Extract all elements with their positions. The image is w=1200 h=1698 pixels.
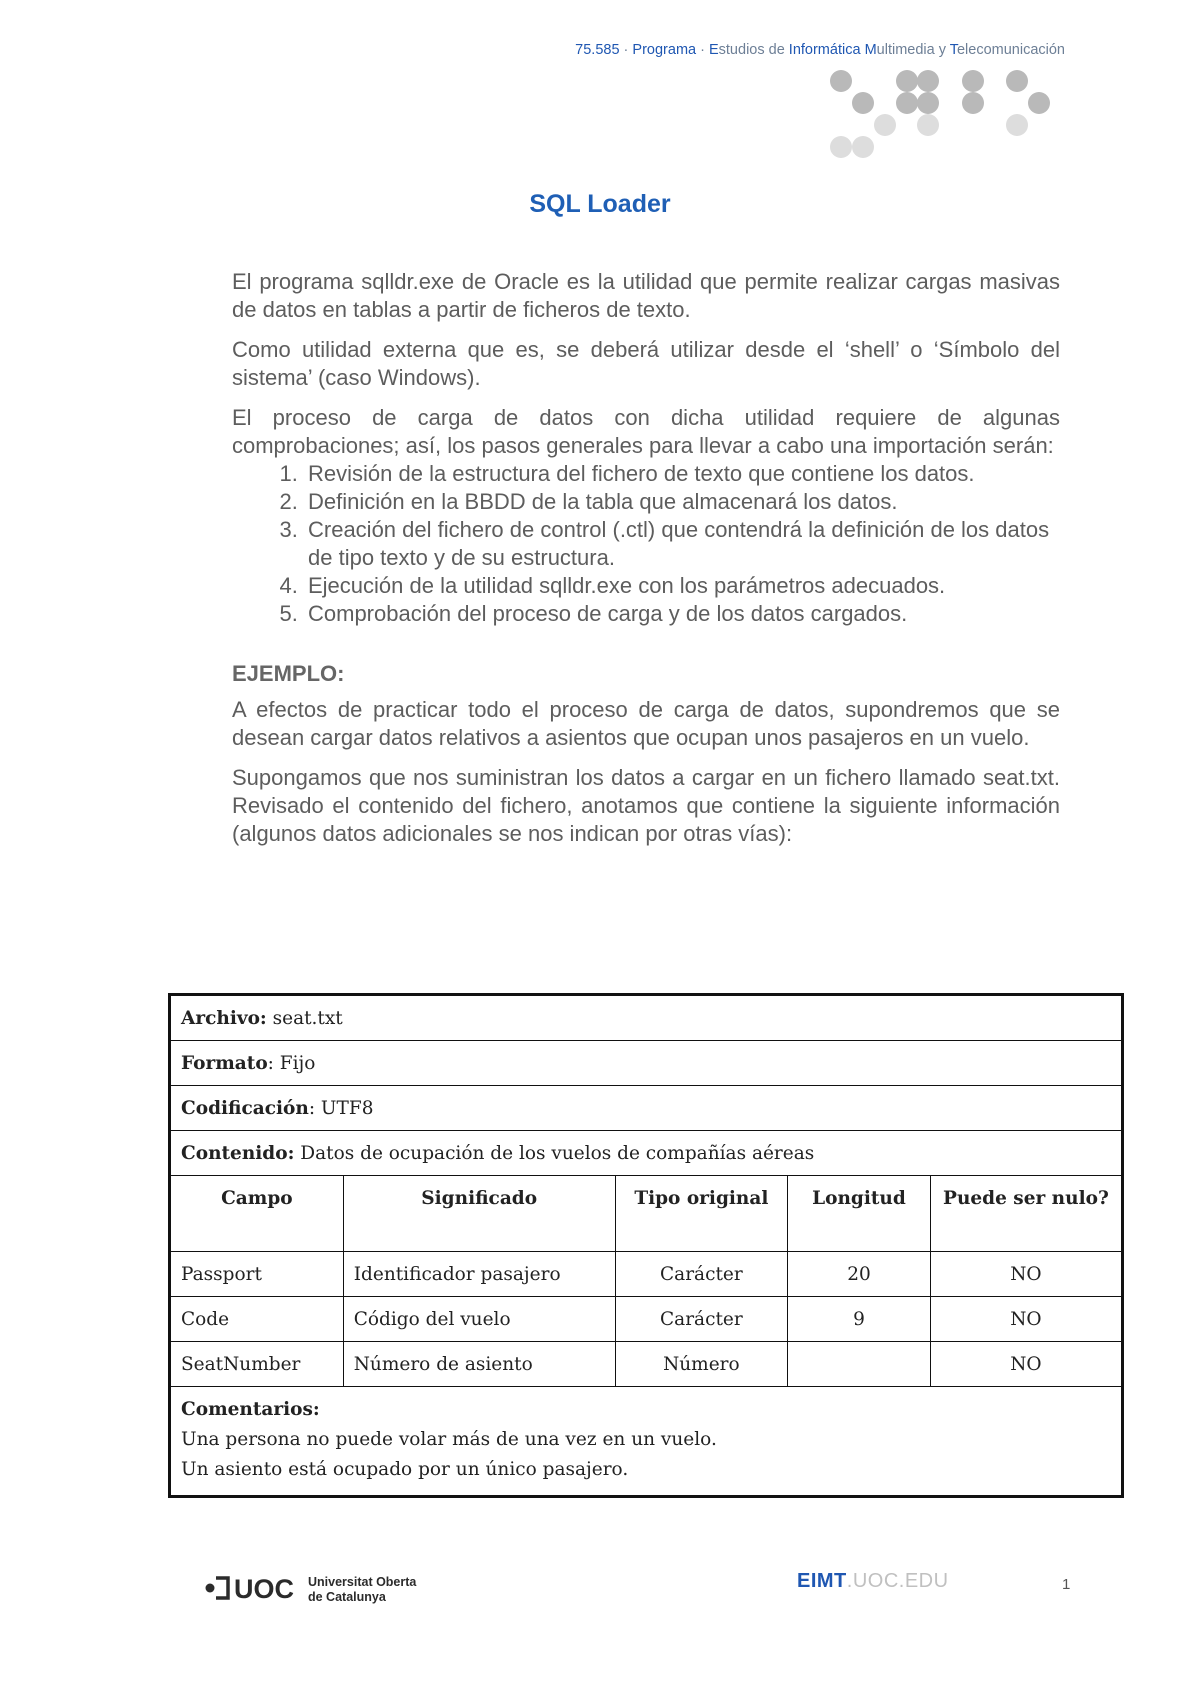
cell-longitud: 9 xyxy=(788,1297,931,1342)
decorative-dot xyxy=(917,92,939,114)
table-row xyxy=(170,1086,1123,1131)
decorative-dot xyxy=(852,136,874,158)
table-row xyxy=(170,1342,1123,1387)
steps-list xyxy=(232,460,1060,628)
step-item: 3. Creación del fichero de control (.ctl) que contendrá la definición de los datos de tipo texto y de su estructura. xyxy=(304,516,1060,572)
document-body xyxy=(232,268,1060,848)
table-header-row xyxy=(170,1176,1123,1252)
comentarios-label: Comentarios: xyxy=(181,1399,320,1420)
header-separator: · xyxy=(696,42,709,58)
footer-site-strong: EIMT xyxy=(797,1570,847,1592)
header-studies-rest: studios de xyxy=(718,42,789,58)
decorative-dot xyxy=(962,70,984,92)
page-number: 1 xyxy=(1062,1576,1071,1593)
column-header: Significado xyxy=(343,1176,615,1252)
cell-nulo: NO xyxy=(930,1342,1122,1387)
cell-significado: Número de asiento xyxy=(343,1342,615,1387)
cell-nulo: NO xyxy=(930,1297,1122,1342)
example-heading: EJEMPLO: xyxy=(232,661,345,686)
contenido-label: Contenido: xyxy=(181,1142,295,1164)
cell-tipo: Carácter xyxy=(615,1252,787,1297)
footer-site-rest: .UOC.EDU xyxy=(846,1570,949,1592)
decorative-dot xyxy=(830,136,852,158)
header-studies-initial: E xyxy=(708,42,719,58)
cell-significado: Identificador pasajero xyxy=(343,1252,615,1297)
cell-tipo: Número xyxy=(615,1342,787,1387)
header-multimedia-rest: ultimedia y xyxy=(876,42,950,58)
column-header: Longitud xyxy=(788,1176,931,1252)
decorative-dot xyxy=(1028,92,1050,114)
cell-campo: Code xyxy=(170,1297,344,1342)
file-spec-table xyxy=(168,993,1124,1498)
table-row xyxy=(170,1041,1123,1086)
cell-campo: SeatNumber xyxy=(170,1342,344,1387)
table-row xyxy=(170,1297,1123,1342)
decorative-dot xyxy=(874,114,896,136)
decorative-dot xyxy=(896,70,918,92)
header-separator: · xyxy=(619,42,633,58)
decorative-dot xyxy=(896,92,918,114)
comentario-line: Un asiento está ocupado por un único pasajero. xyxy=(181,1459,629,1480)
cell-significado: Código del vuelo xyxy=(343,1297,615,1342)
intro-paragraph: El programa sqlldr.exe de Oracle es la utilidad que permite realizar cargas masivas de datos en tablas a partir de ficheros de texto. xyxy=(232,269,1060,322)
archivo-value: seat.txt xyxy=(266,1007,343,1029)
table-row xyxy=(170,1387,1123,1497)
decorative-dot xyxy=(830,70,852,92)
uoc-logo-dot xyxy=(206,1584,215,1593)
decorative-dot xyxy=(1006,70,1028,92)
cell-longitud: 20 xyxy=(788,1252,931,1297)
example-paragraph: A efectos de practicar todo el proceso de carga de datos, supondremos que se desean cargar datos relativos a asientos que ocupan unos pasajeros en un vuelo. xyxy=(232,697,1060,750)
comentarios-cell xyxy=(170,1387,1123,1497)
step-item: 2. Definición en la BBDD de la tabla que almacenará los datos. xyxy=(304,488,1060,516)
column-header: Campo xyxy=(170,1176,344,1252)
formato-cell xyxy=(170,1041,1123,1086)
uoc-logo-bracket xyxy=(216,1578,228,1598)
uoc-logo xyxy=(202,1568,442,1608)
example-paragraph: Supongamos que nos suministran los datos a cargar en un fichero llamado seat.txt. Revisado el contenido del fichero, anotamos que contiene la siguiente información (algunos datos adicionales se nos indican por otras vías): xyxy=(232,765,1060,846)
step-item: 4. Ejecución de la utilidad sqlldr.exe con los parámetros adecuados. xyxy=(304,572,1060,600)
table-row xyxy=(170,1252,1123,1297)
archivo-label: Archivo: xyxy=(181,1007,267,1029)
contenido-value: Datos de ocupación de los vuelos de compañías aéreas xyxy=(294,1142,815,1164)
footer-site xyxy=(797,1570,949,1593)
intro-paragraph: El proceso de carga de datos con dicha utilidad requiere de algunas comprobaciones; así, los pasos generales para llevar a cabo una importación serán: xyxy=(232,405,1060,458)
decorative-dot xyxy=(1006,114,1028,136)
header-telecom-rest: elecomunicación xyxy=(956,42,1065,58)
codificacion-label: Codificación xyxy=(181,1097,309,1119)
column-header: Puede ser nulo? xyxy=(930,1176,1122,1252)
header-telecom-initial: T xyxy=(949,42,957,58)
decorative-dot xyxy=(917,114,939,136)
step-item: 1. Revisión de la estructura del fichero de texto que contiene los datos. xyxy=(304,460,1060,488)
step-item: 5. Comprobación del proceso de carga y de los datos cargados. xyxy=(304,600,1060,628)
page-title: SQL Loader xyxy=(529,190,671,218)
header-line xyxy=(575,42,1065,58)
codificacion-value: : UTF8 xyxy=(308,1097,374,1119)
decorative-dot xyxy=(917,70,939,92)
table-row xyxy=(170,995,1123,1041)
decorative-dot xyxy=(852,92,874,114)
header-program: Programa xyxy=(632,42,697,58)
decorative-dots-graphic xyxy=(830,70,1070,170)
cell-tipo: Carácter xyxy=(615,1297,787,1342)
cell-campo: Passport xyxy=(170,1252,344,1297)
cell-nulo: NO xyxy=(930,1252,1122,1297)
header-code: 75.585 xyxy=(575,42,620,58)
table-row xyxy=(170,1131,1123,1176)
archivo-cell xyxy=(170,995,1123,1041)
comentario-line: Una persona no puede volar más de una vez en un vuelo. xyxy=(181,1429,717,1450)
header-multimedia-initial: M xyxy=(864,42,877,58)
uoc-logo-text: UOC xyxy=(234,1574,294,1604)
header-informatica: Informática xyxy=(788,42,861,58)
formato-label: Formato xyxy=(181,1052,268,1074)
decorative-dot xyxy=(962,92,984,114)
uoc-logo-name-line-1: Universitat Oberta xyxy=(308,1575,417,1589)
contenido-cell xyxy=(170,1131,1123,1176)
uoc-logo-name-line-2: de Catalunya xyxy=(308,1590,386,1604)
cell-longitud xyxy=(788,1342,931,1387)
intro-paragraph: Como utilidad externa que es, se deberá utilizar desde el ‘shell’ o ‘Símbolo del sistema’ (caso Windows). xyxy=(232,337,1060,390)
column-header: Tipo original xyxy=(615,1176,787,1252)
formato-value: : Fijo xyxy=(267,1052,316,1074)
codificacion-cell xyxy=(170,1086,1123,1131)
